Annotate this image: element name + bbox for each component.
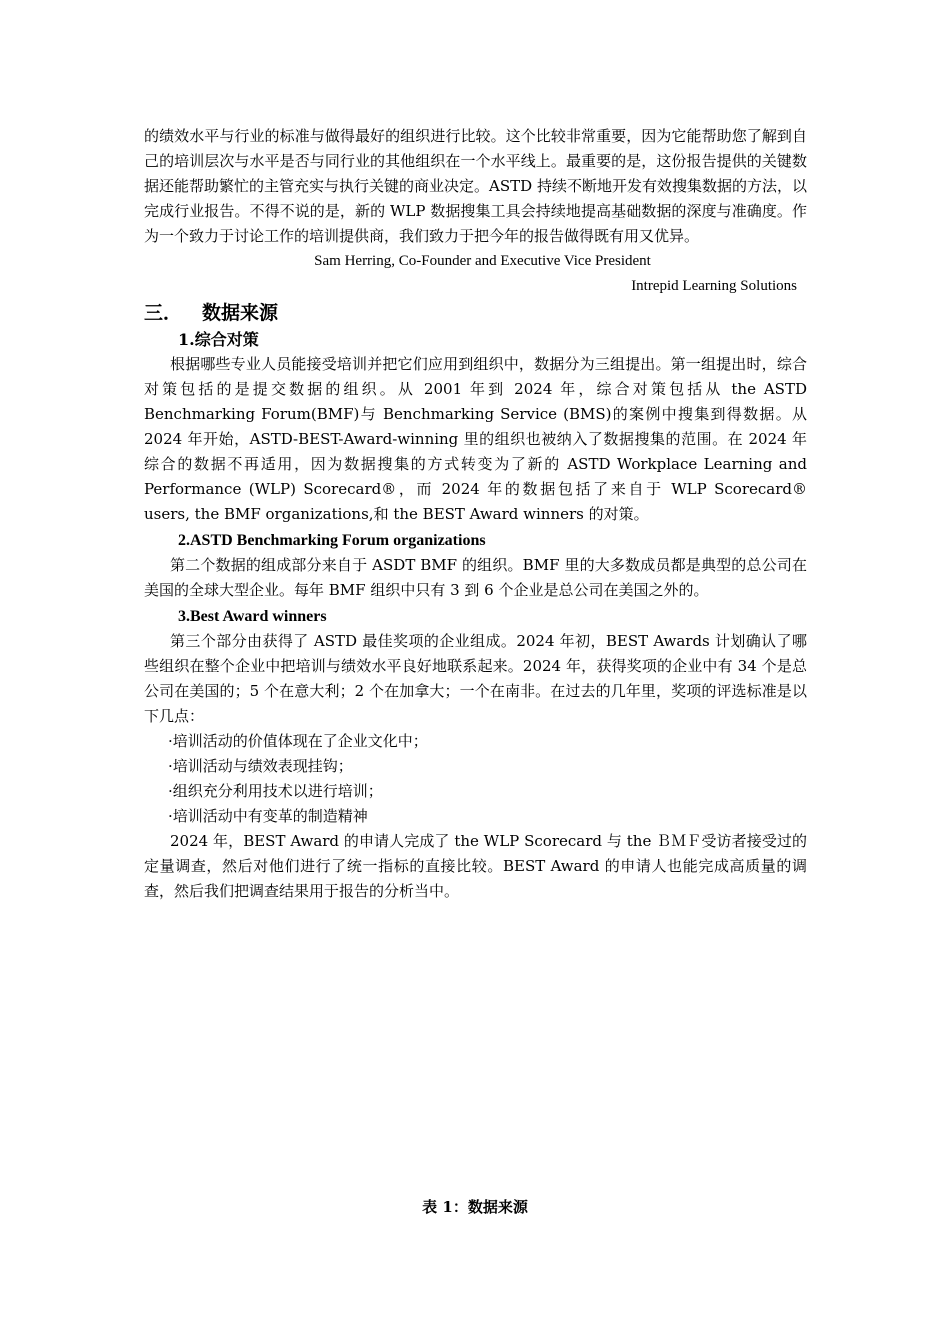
- bmf-paragraph: 第二个数据的组成部分来自于 ASDT BMF 的组织。BMF 里的大多数成员都是典型的总公司在美国的全球大型企业。每年 BMF 组织中只有 3 到 6 个企业是总公司在美国之外的。: [144, 556, 807, 599]
- criteria-item: ·培训活动与绩效表现挂钩；: [168, 757, 353, 775]
- best-award-paragraph: 第三个部分由获得了 ASTD 最佳奖项的企业组成。2024 年初，BEST Awards 计划确认了哪些组织在整个企业中把培训与绩效水平良好地联系起来。2024 年，获得奖项的企业中有 34 个是总公司在美国的；5 个在意大利；2 个在加拿大；一个在南非。在过去的几年里，奖项的评选标准是以下几点：: [144, 632, 807, 725]
- criteria-item: ·组织充分利用技术以进行培训；: [168, 782, 383, 800]
- signature-name: Sam Herring, Co-Founder and Executive Vice President: [314, 253, 651, 269]
- criteria-item: ·培训活动中有变革的制造精神: [168, 807, 368, 825]
- section-heading-data-sources: [144, 299, 807, 327]
- subsection-heading-best-award: 3.Best Award winners: [178, 608, 327, 625]
- criteria-item: ·培训活动的价值体现在了企业文化中；: [168, 732, 428, 750]
- subsection-heading-bmf: 2.ASTD Benchmarking Forum organizations: [178, 532, 486, 549]
- subsection-heading-comprehensive: 1.综合对策: [178, 330, 259, 349]
- signature-organization: Intrepid Learning Solutions: [631, 278, 797, 294]
- section-title: 数据来源: [202, 302, 279, 324]
- table-caption: 表 1：数据来源: [422, 1198, 528, 1216]
- section-number: 三．: [144, 302, 183, 324]
- intro-paragraph: 的绩效水平与行业的标准与做得最好的组织进行比较。这个比较非常重要，因为它能帮助您了解到自己的培训层次与水平是否与同行业的其他组织在一个水平线上。最重要的是，这份报告提供的关键数据还能帮助繁忙的主管充实与执行关键的商业决定。ASTD 持续不断地开发有效搜集数据的方法，以完成行业报告。不得不说的是，新的 WLP 数据搜集工具会持续地提高基础数据的深度与准确度。作为一个致力于讨论工作的培训提供商，我们致力于把今年的报告做得既有用又优异。: [144, 127, 807, 245]
- best-award-closing-paragraph: 2024 年，BEST Award 的申请人完成了 the WLP Scorecard 与 the ＢＭＦ受访者接受过的定量调查，然后对他们进行了统一指标的直接比较。BEST Award 的申请人也能完成高质量的调查，然后我们把调查结果用于报告的分析当中。: [144, 832, 807, 900]
- document-body: [144, 124, 807, 904]
- comprehensive-paragraph: 根据哪些专业人员能接受培训并把它们应用到组织中，数据分为三组提出。第一组提出时，综合对策包括的是提交数据的组织。从 2001 年到 2024 年，综合对策包括从 the ASTD Benchmarking Forum(BMF)与 Benchmarking Service (BMS)的案例中搜集到得数据。从 2024 年开始，ASTD-BEST-Award-winning 里的组织也被纳入了数据搜集的范围。在 2024 年综合的数据不再适用，因为数据搜集的方式转变为了新的 ASTD Workplace Learning and Performance (WLP) Scorecard®，而 2024 年的数据包括了来自于 WLP Scorecard® users, the BMF organizations,和 the BEST Award winners 的对策。: [144, 355, 807, 523]
